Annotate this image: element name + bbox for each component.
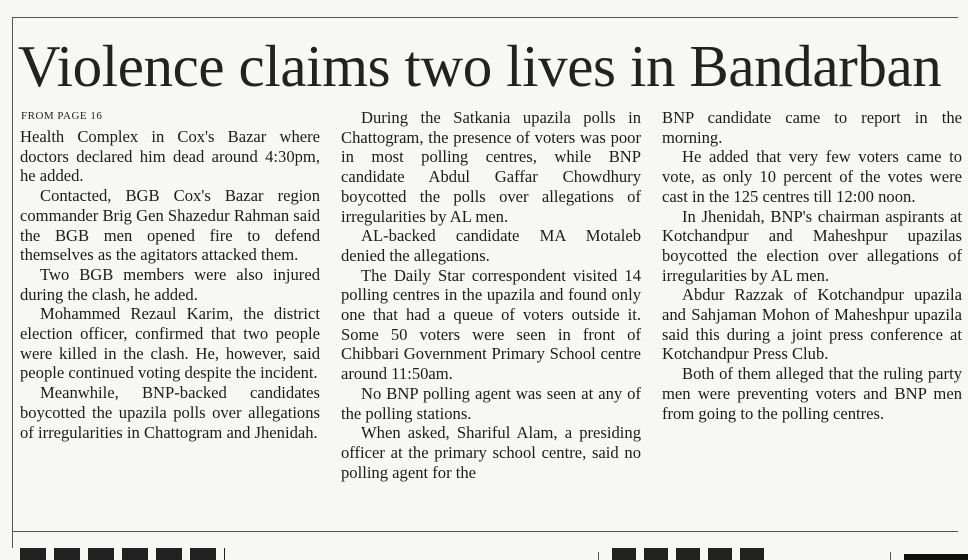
paragraph: BNP candidate came to report in the morning. xyxy=(662,108,962,147)
paragraph: He added that very few voters came to vote, as only 10 percent of the votes were cast in the 125 centres till 12:00 noon. xyxy=(662,147,962,206)
paragraph: Both of them alleged that the ruling party men were preventing voters and BNP men from going to the polling centres. xyxy=(662,364,962,423)
paragraph: The Daily Star correspondent visited 14 polling centres in the upazila and found only one that had a queue of voters outside it. Some 50 voters were seen in front of Chibbari Government Primary School centre around 11:50am. xyxy=(341,265,641,384)
article-column-3 xyxy=(662,108,962,423)
paragraph: Abdur Razzak of Kotchandpur upazila and Sahjaman Mohon of Maheshpur upazila said this during a joint press conference at Kotchandpur Press Club. xyxy=(662,285,962,364)
paragraph: In Jhenidah, BNP's chairman aspirants at Kotchandpur and Maheshpur upazilas boycotted the election over allegations of irregularities by AL men. xyxy=(662,206,962,285)
paragraph: Meanwhile, BNP-backed candidates boycotted the upazila polls over allegations of irregularities in Chattogram and Jhenidah. xyxy=(20,383,320,442)
black-block xyxy=(904,554,968,560)
top-rule xyxy=(12,17,958,18)
article-column-2 xyxy=(341,108,641,482)
paragraph: When asked, Shariful Alam, a presiding officer at the primary school centre, said no polling agent for the xyxy=(341,423,641,482)
column-divider xyxy=(890,552,891,560)
next-article-strip xyxy=(0,540,968,560)
continued-from-kicker: FROM PAGE 16 xyxy=(21,110,103,122)
bottom-rule xyxy=(12,531,958,532)
paragraph: Two BGB members were also injured during the clash, he added. xyxy=(20,264,320,304)
next-headline-fragment xyxy=(612,548,772,560)
article-column-1 xyxy=(20,127,320,442)
paragraph: Mohammed Rezaul Karim, the district election officer, confirmed that two people were killed in the clash. He, however, said people continued voting despite the incident. xyxy=(20,304,320,383)
previous-article-strip xyxy=(0,0,968,10)
article-headline: Violence claims two lives in Bandarban xyxy=(18,33,942,99)
paragraph: AL-backed candidate MA Motaleb denied the allegations. xyxy=(341,226,641,265)
paragraph: Health Complex in Cox's Bazar where doctors declared him dead around 4:30pm, he added. xyxy=(20,127,320,186)
paragraph: Contacted, BGB Cox's Bazar region commander Brig Gen Shazedur Rahman said the BGB men opened fire to defend themselves as the agitators attacked them. xyxy=(20,186,320,265)
paragraph: During the Satkania upazila polls in Chattogram, the presence of voters was poor in most polling centres, while BNP candidate Abdul Gaffar Chowdhury boycotted the polls over allegations of irregularities by AL men. xyxy=(341,108,641,226)
paragraph: No BNP polling agent was seen at any of the polling stations. xyxy=(341,383,641,423)
left-rule xyxy=(12,17,13,548)
column-divider xyxy=(598,552,599,560)
next-headline-fragment xyxy=(20,548,225,560)
